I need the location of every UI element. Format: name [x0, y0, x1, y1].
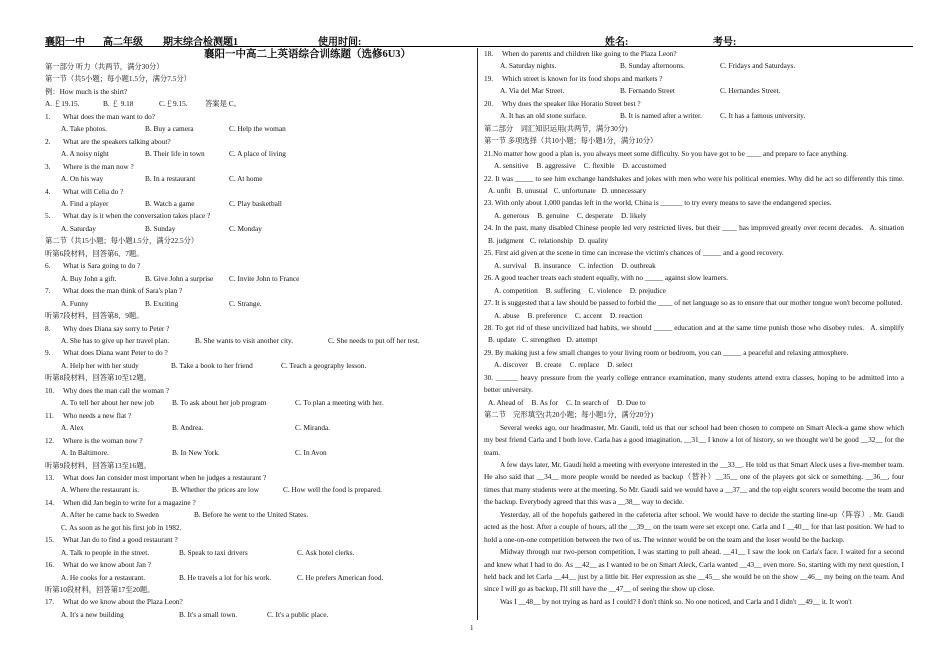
section-heading: 第二节（共15小题；每小题1.5分，满分22.5分） — [45, 236, 199, 246]
material-note: 听第10段材料，回答第17至20题。 — [45, 585, 155, 595]
part-heading: 第二部分 词汇知识运用(共两节，满分30分) — [484, 123, 628, 133]
options-20: A. It has an old stone surface. B. It is named after a writer. C. It has a famous university. — [500, 111, 806, 121]
question-16: 16. What do we know about Jan ? — [45, 560, 151, 570]
question-26: 26. A good teacher treats each student equally, with no _____ against slow learners. — [484, 273, 728, 283]
example-options: A. ￡19.15. B. ￡ 9.18 C.￡9.15. 答案是 C。 — [45, 99, 241, 109]
name-label: 姓名: — [605, 37, 629, 48]
options-26: A. competition B. suffering C. violence D. prejudice — [494, 285, 666, 295]
question-6: 6. What is Sara going to do ? — [45, 261, 141, 271]
question-27: 27. It is suggested that a law should be passed to forbid the ____ of net language so as to ensure that our mother tongue won't become polluted. — [484, 298, 903, 308]
question-9: 9. What does Diana want Peter to do ? — [45, 348, 168, 358]
options-13: A. Where the restaurant is. B. Whether the prices are low C. How well the food is prepared. — [61, 485, 382, 495]
material-note: 听第6段材料，回答第6、7题。 — [45, 248, 144, 258]
options-15: A. Talk to people in the street. B. Speak to taxi drivers C. Ask hotel clerks. — [61, 547, 355, 557]
exam-name: 期末综合检测题1 — [163, 37, 238, 48]
example-question: 例：How much is the shirt? — [45, 86, 128, 96]
question-22: 22. It was _____ to see him exchange handshakes and jokes with men who were his political enemies. Why did he act so differently this time. A. unfit B. unusual C. unfortunate D. unnecessary — [484, 173, 904, 195]
cloze-paragraph-1: Several weeks ago, our headmaster, Mr. Gaudi, told us that our school had been chosen to compete on Smart Aleck-a game show which my best friend Carla and I both love. Carla has a good imagination, __31__ I know a lot of history, so we thought we'd be good __32__ for the team. — [484, 422, 904, 457]
question-10: 10. Why does the man call the woman ? — [45, 385, 169, 395]
options-21: A. sensitive B. aggressive C. flexible D. accustomed — [494, 161, 666, 171]
question-2: 2. What are the speakers talking about? — [45, 136, 171, 146]
cloze-paragraph-3: Yesterday, all of the hopefuls gathered in the cafeteria after school. We would have to decide the starting line-up（阵容）. Mr. Gaudi acted as the host. After a couple of hours, all the __39__ on the team were set except one. Carla and I __40__ for that last position. We had to hold a one-on-one competition between the two of us. The winner would be on the team and the loser would be the backup. — [484, 509, 904, 544]
options-9: A. Help her with her study B. Take a book to her friend C. Teach a geography lesson. — [61, 360, 367, 370]
options-14-c: C. As soon as he got his first job in 1982. — [61, 522, 182, 532]
question-23: 23. With only about 1,000 pandas left in the world, China is ______ to try every means to save the endangered species. — [484, 198, 832, 208]
options-25: A. survival B. insurance C. infection D. outbreak — [494, 260, 656, 270]
options-23: A. generous B. genuine C. desperate D. likely — [494, 210, 647, 220]
options-7: A. Funny B. Exciting C. Strange. — [61, 298, 262, 308]
left-column — [45, 48, 470, 621]
column-divider — [477, 48, 478, 620]
page-header — [45, 33, 913, 47]
question-7: 7. What does the man think of Sara's plan ? — [45, 286, 183, 296]
question-17: 17. What do we know about the Plaza Leon? — [45, 597, 183, 607]
options-14: A. After he came back to Sweden B. Before he went to the United States. — [61, 510, 309, 520]
section-heading: 第一节（共5小题；每小题1.5分，满分7.5分） — [45, 74, 191, 84]
options-10: A. To tell her about her new job B. To ask about her job program C. To plan a meeting with her. — [61, 398, 384, 408]
question-20: 20. Why does the speaker like Horatio Street best ? — [484, 98, 641, 108]
options-30: A. Ahead of B. As for C. In search of D. Due to — [488, 397, 646, 407]
question-8: 8. Why does Diana say sorry to Peter ? — [45, 323, 170, 333]
options-27: A. abuse B. preference C. accent D. reaction — [494, 310, 643, 320]
question-5: 5. What day is it when the conversation takes place ? — [45, 211, 211, 221]
options-19: A. Via del Mar Street. B. Fernando Street C. Hernandes Street. — [500, 86, 781, 96]
question-25: 25. First aid given at the scene in time can increase the victim's chances of _____ and a good recovery. — [484, 248, 784, 258]
options-2: A. A noisy night B. Their life in town C. A place of living — [61, 149, 286, 159]
question-11: 11. Who needs a new flat ? — [45, 410, 132, 420]
options-17: A. It's a new building B. It's a small town. C. It's a public place. — [61, 609, 329, 619]
section-heading: 第一节 多项选择（共10小题；每小题1分，满分10分） — [484, 136, 658, 146]
options-16: A. He cooks for a restaurant. B. He travels a lot for his work. C. He prefers American food. — [61, 572, 384, 582]
question-28: 28. To get rid of these uncivilized bad habits, we should _____ education and at the same time punish those who disobey rules. A. simplify B. update C. strengthen D. attempt — [484, 322, 904, 345]
right-column — [484, 48, 904, 608]
question-30: 30. ______ heavy pressure from the yearly college entrance examination, many students attend extra classes, hoping to be admitted into a better university. — [484, 372, 904, 395]
options-4: A. Find a player B. Watch a game C. Play basketball — [61, 198, 282, 208]
question-19: 19. Which street is known for its food shops and markets ? — [484, 73, 663, 83]
options-29: A. discover B. create C. replace D. select — [494, 360, 633, 370]
grade: 高二年级 — [103, 37, 143, 48]
material-note: 听第8段材料，回答第10至12题。 — [45, 373, 151, 383]
part-heading: 第一部分 听力（共两节，满分30分） — [45, 62, 164, 71]
cloze-paragraph-2: A few days later, Mr. Gaudi held a meeting with everyone interested in the __33__. He told us that Smart Aleck uses a five-member team. He also said that __34__ more people would be needed as backup（替补）__35__ one of the players got sick or something. __36__, four times that many students were at the meeting. So Mr. Gaudi said we would have a __37__ and the top eight scorers would become the team and the backup. Everybody agreed that this was a __38__ way to decide. — [484, 459, 904, 507]
school-name: 襄阳一中 — [45, 37, 85, 48]
question-3: 3. Where is the man now ? — [45, 161, 134, 171]
question-14: 14. When did Jan begin to write for a magazine ? — [45, 497, 196, 507]
question-12: 12. Where is the woman now ? — [45, 435, 143, 445]
options-18: A. Saturday nights. B. Sunday afternoons. C. Fridays and Saturdays. — [500, 61, 796, 71]
material-note: 听第7段材料，回答第8、9题。 — [45, 311, 144, 321]
question-21: 21.No matter how good a plan is, you always meet some difficulty. So you have got to be ____ and prepare to face anything. — [484, 148, 848, 158]
options-3: A. On his way B. In a restaurant C. At home — [61, 174, 263, 184]
options-1: A. Take photos. B. Buy a camera C. Help the woman — [61, 124, 286, 134]
question-1: 1. What does the man want to do? — [45, 111, 155, 121]
number-label: 考号: — [713, 37, 737, 48]
options-11: A. Alex B. Andrea. C. Miranda. — [61, 423, 331, 433]
options-8: A. She has to give up her travel plan. B. She wants to visit another city. C. She needs to put off her test. — [61, 335, 420, 345]
cloze-paragraph-4: Midway through our two-person competition, I was starting to pull ahead. __41__ I saw the look on Carla's face. I waited for a second and knew what I had to do. As __42__ as I wanted to be on Smart Aleck, Carla wanted __43__ even more. So, starting with my next question, I held back and let Carla __44__ just by a little bit. Her expression as she __45__ she would be on the show __46__ my being on the team. And since I will go as backup, I'll still have the __47__ of seeing the show up close. — [484, 547, 904, 594]
question-18: 18. When do parents and children like going to the Plaza Leon? — [484, 49, 677, 58]
options-6: A. Buy John a gift. B. Give John a surprise C. Invite John to France — [61, 273, 300, 283]
section-heading: 第二节 完形填空(共20小题；每小题1分，满分20分) — [484, 410, 654, 420]
question-4: 4. What will Celia do ? — [45, 186, 124, 196]
question-24: 24. In the past, many disabled Chinese people led very restricted lives, but their ____ has improved greatly over recent decades. A. situation B. judgment C. relationship D. quality — [484, 223, 904, 245]
page-number: 1 — [470, 624, 474, 632]
question-13: 13. What does Jan consider most important when he judges a restaurant ? — [45, 472, 267, 482]
question-15: 15. What Jan do to find a good restaurant ? — [45, 535, 178, 545]
options-5: A. Saturday B. Sunday C. Monday — [61, 223, 262, 233]
time-label: 使用时间: — [318, 37, 362, 48]
material-note: 听第9段材料，回答第13至16题。 — [45, 460, 151, 470]
options-12: A. In Baltimore. B. In New York. C. In Avon — [61, 448, 327, 458]
cloze-paragraph-5: Was I __48__ by not trying as hard as I could? I don't think so. No one noticed, and Carla and I didn't __49__ it. It won't — [500, 596, 852, 606]
header-rule — [45, 46, 913, 47]
page-title: 襄阳一中高二上英语综合训练题（选修6U3） — [203, 49, 412, 60]
question-29: 29. By making just a few small changes to your living room or bedroom, you can _____ a peaceful and relaxing atmosphere. — [484, 347, 849, 357]
